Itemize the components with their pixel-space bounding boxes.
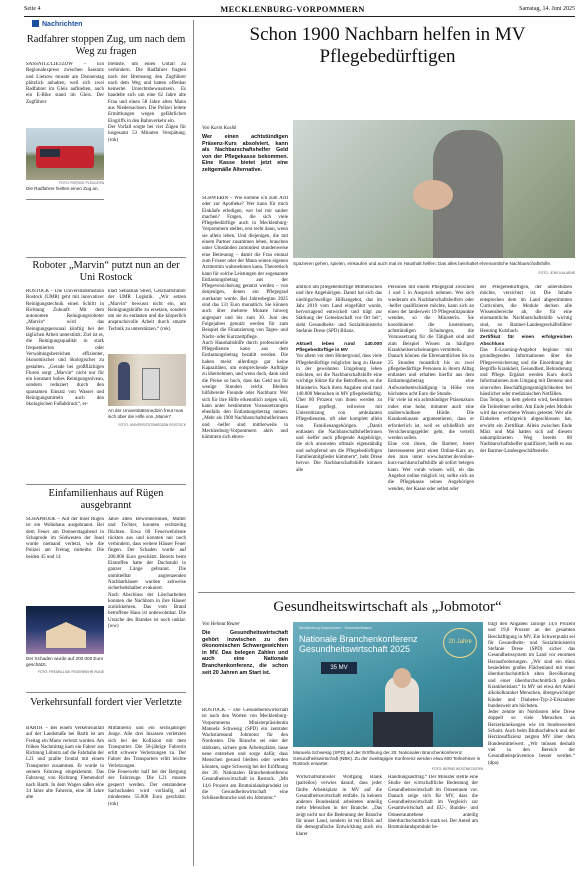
radfahrer-text-col1: SASSNITZ/LIETZOW – Ein Regionalexpress zwischen Sassnitz und Lietzow musste am Donnerstag plötzlich anhalten, weil sich zwei Radfahrer im Gleis aufhielten, auch ein E-Bike stand im Gleis. Der Zugführer	[26, 62, 104, 105]
gesundheit-caption: Manuela Schwesig (SPD) auf der Eröffnung der 20. Nationalen Branchenkonferenz Gesundheitswirtschaft (NBK). Zu der zweitägigen Konferenz werden etwa 600 Teilnehmer in Rostock erwartet.	[293, 750, 481, 767]
robot-photo	[108, 354, 186, 406]
gesundheit-photo-credit: FOTO: BERND WÜSTNECK/DPA	[431, 767, 483, 771]
gesundheit-headline: Gesundheitswirtschaft als „Jobmotor“	[273, 599, 502, 615]
pflege-text-col1: SCHWERIN – Wie komme ich zum Arzt oder zur Apotheke? Wer kann für mich Einkäufe erledigen, wer bei mir sauber machen? Fragen, die sich viele Pflegebedürftige auch in Mecklenburg-Vorpommern stellen, erst recht dann, wenn sie allein leben. Und diejenigen, die mit einem Partner zusammen leben, brauchen unter Umständen zumindest stundenweise eine Betreuung – damit die Frau einmal zum Friseur oder der Mann seinen eigenen Arzttermin wahrnehmen kann. Theoretisch kann für solche Leistungen der sogenannte Entlastungsbetrag aus der Pflegeversicherung genutzt werden – von denjenigen, denen ein Pflegegrad zuerkannt wurde. Bei Jahresbeginn 2025 sind das 131 Euro monatlich. Sie können auch über mehrere Monate hinweg angespart und bis zum 30. Juni des Folgejahres genutzt werden für zum Beispiel die Finanzierung von Tages- und Nacht- oder Kurzzeitpflege. Auch Haushaltshilfe durch professionelle Pflegedienste kann aus dem Entlastungsbetrag bezahlt werden. Die haben meist allerdings gar keine Kapazitäten, um entsprechende Aufträge zu übernehmen, und wenn doch, dann sind die Preise so hoch, dass das Geld nur für wenige Stunden reicht. Bleiben hilfsbereite Freunde oder Nachbarn: Wer sich für ihre Hilfe erkenntlich zeigen will, kann unter bestimmten Voraussetzungen ebenfalls den Entlastungsbetrag nutzen. „Mehr als 1900 Nachbarschaftshelferinnen und -helfer sind mittlerweile in Mecklenburg-Vorpommern aktiv und kümmern sich ehren-	[202, 196, 288, 441]
pflege-text-col3: Personen mit einem Pflegegrad zwischen 1 und 5 in Anspruch nehmen. Wer sich wiederum als Nachbarschaftshelfern oder -helfer qualifizieren möchte, kann sich an einen der landesweit 19 Pflegestützpunkte wenden, so die Ministerin. Sie koordinieren die kostenlosen, achtstündigen Schulungen, die Voraussetzung für die Tätigkeit sind und zum Beispiel Wissen zu häufigen Krankheitserscheinungen vermitteln. Danach können die Ehrenamtlichen bis zu 25 Stunden monatlich bis zu zwei pflegebedürftige Personen in ihrem Alltag entlasten und erhalten hierfür aus dem Entlastungsbetrag eine Aufwandsentschädigung in Höhe von höchstens acht Euro die Stunde. Für viele ist ein achtstündiger Präsenzkurs indes eine hohe, mitunter auch eine unüberwindbare Hürde. Die Krankenkassen argumentieren, dass er erforderlich ist, weil es schließlich um Versicherungsgelder geht, die verteilt werden sollen. Eine von ihnen, die Barmer, bietet Interessenten jetzt einen Online-Kurs an, den man unter www.barmer.de/online-kurs-nachbarschaftshilfe ab sofort belegen kann. Wer vorab wissen will, ob das Angebot online möglich ist, sollte sich an die Pflegekasse seines Angehörigen wenden, der Kasse oder selbst oder	[388, 285, 474, 492]
lectern-shape	[373, 712, 433, 747]
einfamilienhaus-caption: Der Schaden wurde auf 200.000 Euro geschätzt.	[26, 656, 104, 667]
radfahrer-photo-credit: FOTO: PATRICK PLEUL/DPA	[59, 181, 104, 185]
pflege-photo-credit: FOTO: JENS KALAENE	[538, 271, 575, 275]
roboter-text-col1: ROSTOCK – Die Universitätsmedizin Rostock (UMR) geht mit innovativer Reinigungstechnik einen Schritt in Richtung Zukunft: Mit dem autonomen Reinigungsroboter „Marvin“ wird das Reinigungspersonal künftig bei der täglichen Arbeit unterstützt. Ziel ist es, die Reinigungsqualität in stark frequentierten oder Verwaltungsbereichen effizienter, ökonomischer und ökologischer zu gestalten. „Gerade bei großflächigen Fluren sorgt „Marvin“ nicht nur für ein konstant hohes Reinigungsniveau, sondern reduziert durch den sparsamen Einsatz von Wasser und Reinigungsmitteln auch den ökologischen Fußabdruck“, er-	[26, 289, 104, 408]
pflege-byline: Von Karin Koslik	[202, 126, 237, 131]
einfamilienhaus-headline: Einfamilienhaus auf Rügen ausgebrannt	[48, 488, 164, 511]
pflege-subhead-2: Zertifikat für einen erfolgreichen Abschluss	[480, 335, 572, 347]
pflege-headline: Schon 1900 Nachbarn helfen in MV Pflegebedürftigen	[249, 24, 526, 67]
pflege-text-col4: der Pflegebedürftigen, der unterstützen möchte, versichert ist. Die Inhalte entsprechen dem im Land abgestimmten Curriculum, die Module decken alle Wissensbereiche ab, die für eine ehrenamtliche Nachbarschaftshilfe wichtig sind, so Barmer-Landesgeschäftsführer Henning Kutzbach. Zertifikat für einen erfolgreichen Abschluss Das E-Learning-Angebot beginne mit grundlegenden Informationen über die Pflegeversicherung und die Einordnung der Begriffe Krankheit, Gesundheit, Behinderung und Pflege. Ergänzt werden Kurs durch Informationen zum Umgang mit Demenz und sinnvollen Beschäftigungsmöglichkeiten bei häuslicher oder medizinischen Notfällen. Das Tempo, in dem gelernt wird, bestimmen die Teilnehmer selbst. Am Ende jedes Moduls wird das erworbene Wissen getestet. Wer alle Einheiten erfolgreich abgeschlossen hat, erwirbt ein Zertifikat. Allein zwischen Ende März und Mai hatten sich auf diesem unkomplizierten Weg bereits 80 Nachbarschaftshelfer qualifiziert, heißt es aus der Barmer-Landesgeschäftsstelle.	[480, 285, 572, 454]
verkehrsunfall-headline: Verkehrsunfall fordert vier Verletzte	[30, 697, 182, 708]
gesundheit-text-col3: Handlungsauftrag.“ Der Minister stellte eine Studie der wirtschaftliche Bedeutung der Gesundheitswirtschaft im Ostseeraum vor. Danach zeige sich für MV, dass die Gesundheitswirtschaft im Vergleich zur Gesamtwirtschaft auf EU-, Bundes- und Ostseeraumebene anteilig überdurchschnittlich stark sei. Der Anteil am Bruttoinlandsprodukt be-	[388, 775, 478, 831]
divider	[26, 692, 186, 693]
fire-photo	[26, 606, 104, 654]
gesundheit-byline: Von Helmut Reuter	[202, 622, 241, 627]
speaker-head-shape	[393, 668, 411, 688]
gesundheit-text-col1: ROSTOCK – Die Gesundheitswirtschaft ist nach den Worten von Mecklenburg-Vorpommerns Ministerpräsidentin Manuela Schwesig (SPD) ein zentraler Wachstumsund Jobmotor für den Nordosten. Die Branche sei eine der stärksten, sichere gute Arbeitsplätze, lasse neue entstehen und sorge dafür, dass Menschen gesund bleiben oder werden könnten, sagte Schwesig bei der Eröffnung der 20. Nationalen Branchenkonferenz Gesundheitswirtschaft in Rostock. „Mit 14,6 Prozent am Bruttoinlandsprodukt ist die Gesundheitswirtschaft eine Schlüsselbranche und ein Jobmotor.“	[202, 708, 288, 802]
einfamilienhaus-text-col1: SCHAPRODE – Auf der Insel Rügen ist ein Wohnhaus ausgebrannt. Bei dem Feuer am Donnerstagabend in Schaprode im Südwesten der Insel wurde niemand verletzt, wie die Polizei am Freitag mitteilte. Die beiden 45 und 14	[26, 517, 104, 560]
divider	[198, 592, 575, 593]
train-window	[40, 149, 60, 157]
pflege-text-col2: amtlich um pflegebedürftige Mitmenschen und ihre Angehörigen. Damit hat sich das niedrigschwellige Hilfsangebot, das im Jahr 2019 vom Land eingeführt wurde, hervorragend entwickelt und trägt zur Stärkung der Gemeinschaft vor Ort bei“, sieht Gesundheits- und Sozialministerin Stefanie Drese (SPD) Bilanz. Aktuell leben rund 140.000 Pflegebedürftige in MV Vor allem vor dem Hintergrund, dass viele Pflegebedürftige möglichst lang zu Hause in der gewohnten Umgebung leben möchten, sei die Nachbarschaftshilfe eine wichtige Stütze für die Betroffenen, so die Ministerin. Nach ihren Angaben sind rund 140.000 Menschen in MV pflegebedürftig. Über 80 Prozent von ihnen werden zu Hause gepflegt, teilweise mit Unterstützung von ambulanten Pflegediensten, oft aber komplett allein von Familienangehörigen. „Damit entlasten die Nachbarschaftshelferinnen und -helfer auch pflegende Angehörige, die sich ansonsten oftmals eigenständig und aufopfernd um die Pflegebedürftigen Familienmitglieder kümmern“, hebt Drese hervor. Die Nachbarschaftshilfe können alle	[296, 285, 382, 473]
radfahrer-headline: Radfahrer stoppen Zug, um nach dem Weg zu fragen	[26, 34, 186, 57]
news-label: Nachrichten	[32, 20, 182, 32]
pflege-lead: Wer einen achtstündigen Präsenz-Kurs absolviert, kann als Nachbarschaftshelfer Geld von der Pflegekasse bekommen. Eine Kasse bietet jetzt eine zeitgemäße Alternative.	[202, 134, 288, 173]
verkehrsunfall-text-col1: BARTH – Bei einem Verkehrsunfall auf der Landstraße bei Barth ist am Freitag ein Mann verletzt worden. Am frühen Nachmittag kam ein Fahrer aus Richtung Löbnitz auf die Fahrbahn der L21 und prallte frontal mit einem Transporter zusammen. Er wurde in seinem Fahrzeug eingeklemmt. Das Fahrzeug von Richtung Flemendorf nach Barth. In dem Wagen saßen eine 34 Jahre alte Fahrerin, eine 38 Jahre alte	[26, 726, 104, 801]
roboter-caption: An der Universitätsmedizin freut man sich über die Hilfe von „Marvin“.	[108, 408, 184, 419]
divider	[26, 199, 104, 200]
einfamilienhaus-text-col2: Jahre alten Bewohnerinnen, Mutter und Tochter, konnten rechtzeitig flüchten. Etwa 60 Feuerwehrleute rückten aus und konnten nur noch verhindern, dass weitere Häuser Feuer fingen. Der Schaden wurde auf 200.000 Euro geschätzt. Bereits beim Eintreffen hatte der Dachstuhl in ganzer Länge gebrannt. Die unmittelbar angrenzenden Nachbarhäuser wurden zeitweise sicherheitshalber evakuiert. Nach Abschluss der Löscharbeiten konnten die Nachbarn in ihre Häuser zurückkehren. Das vom Brand betroffene Haus ist unbewohnbar. Die Ursache des Brandes ist noch unklar. (ww)	[108, 517, 186, 630]
section-title: MECKLENBURG-VORPOMMERN	[220, 4, 365, 14]
square-icon	[32, 20, 39, 27]
conference-photo	[293, 622, 483, 747]
roboter-photo-credit: FOTO: UNIVERSITÄTSMEDIZIN ROSTOCK	[118, 423, 186, 427]
banner-small-text: Mecklenburg-Vorpommern · Gesundheitsland	[299, 626, 372, 630]
robot-shape	[142, 368, 160, 400]
person-shape	[118, 362, 130, 400]
page-number: Seite 4	[24, 6, 41, 12]
pflege-photo	[293, 120, 575, 258]
einfamilienhaus-photo-credit: FOTO: FREIWILLIGE FEUERWEHR RUGE	[37, 670, 104, 674]
roboter-headline: Roboter „Marvin“ putzt nun an der Uni Rostock	[32, 260, 180, 283]
hands-shape	[413, 180, 453, 210]
gesundheit-text-col4: trägt den Angaben zufolge 14,6 Prozent und 19,8 Prozent an der gesamten Beschäftigung in MV. Ein Schwerpunkt sei für Gesundheits- und Sozialministerin Stefanie Drese (SPD) sicher das Gesundheitssystem im Land vor enormen Herausforderungen. „Wir sind ein dünn besiedeltes großes Flächenland mit einer überdurchschnittlich alten Bevölkerung und einer überdurchschnittlich großen Krankheitslast.“ In MV sei etwa der Anteil alkoholkranker Menschen, übergewichtiger Kinder und Diabetes-Typ-2-Erkrankter bundesweit am höchsten. Jeder zehnte im Nordosten lebe Drese doppelt so viele Menschen an Herzerkrankungen wie im bundesweiten Schnitt. Auch beim Bluthochdruck und der Herzinsuffizienz zeigten MV über dem Bundesmittelwert. „Wir müssen deshalb viel in den Bereich der Gesundheitsprävention besser werden.“ (dpa)	[488, 622, 575, 766]
gesundheit-lead: Die Gesundheitswirtschaft gehört inzwischen zu den ökonomischen Schwergewichten in MV. Das belegen Zahlen und auch eine Nationale Branchenkonferenz, die schon seit 20 Jahren am Start ist.	[202, 630, 288, 676]
house-shape	[46, 622, 86, 648]
header-rule	[24, 16, 575, 17]
banner-anniversary-badge: 20 Jahre	[443, 628, 477, 658]
banner-logo-badge: 35 MV	[321, 662, 357, 674]
radfahrer-caption: Die Radfahrer hielten einen Zug an.	[26, 186, 99, 191]
divider	[26, 484, 186, 485]
train-photo	[26, 128, 104, 180]
verkehrsunfall-text-col2: Mitfahrerin und ein sechsjähriger Junge. Alle drei Insassen verletzten sich bei der Kollision mit dem Transporter. Die 58-jährige Fahrerin erlitt schwere Verletzungen zu. Der Fahrer des Transporters erlitt leichte Verletzungen. Die Feuerwehr half bei der Bergung der Fahrzeuge. Die L21 musste gesperrt werden. Der entstandene Sachschaden wird vorläufig auf mindestens 55.000 Euro geschätzt. (rok)	[108, 726, 186, 807]
roboter-text-col2: klärt Sebastian Streit, Geschäftsführer der UMR Logistik. „Wir setzen „Marvin“ bewusst nicht ein, um Reinigungskräfte zu ersetzen, sondern um sie zu entlasten und die körperlich anspruchsvolle Arbeit durch smarte Technik zu unterstützen.“ (rok)	[108, 289, 186, 332]
issue-date: Samstag, 14. Juni 2025	[519, 6, 575, 12]
pflege-caption: Spazieren gehen, spielen, einkaufen und auch mal im Haushalt helfen: Das alles beinhaltet ehrenamtliche Nachbarschaftshilfe.	[293, 261, 552, 266]
pflege-subhead-1: Aktuell leben rund 140.000 Pflegebedürftige in MV	[296, 341, 382, 353]
column-divider	[193, 20, 194, 866]
banner-title: Nationale Branchenkonferenz Gesundheitswirtschaft 2025	[299, 634, 418, 654]
divider	[26, 257, 186, 258]
radfahrer-text-col2: bremste, um einen Unfall zu verhindern. Die Radfahrer fragten nach der Bremsung den Zugführer nach dem Weg und hatten offenbar keinerlei Unrechtsbewusstsein. Es handelte sich um eine 62 Jahre alte Frau und einen 58 Jahre alten Mann aus Niedersachsen. Die Polizei leitete Ermittlungen wegen gefährlichen Eingriffs in den Bahnverkehr ein. Der Vorfall sorgte bei vier Zügen für insgesamt 53 Minuten Verspätung. (rok)	[108, 62, 186, 143]
gesundheit-text-col2: Wirtschaftsminister Wolfgang Blank (parteilos) verwies darauf, dass jeder fünfte Arbeitsplatz in MV auf die Gesundheitswirtschaft entfalle. In keinem anderen Bundesland arbeiteten anteilig mehr Menschen in der Branche. „Das zeigt nicht nur die Bedeutung der Branche für unser Land, sondern ist mit Blick auf die demografische Entwicklung auch ein klarer	[296, 775, 382, 837]
